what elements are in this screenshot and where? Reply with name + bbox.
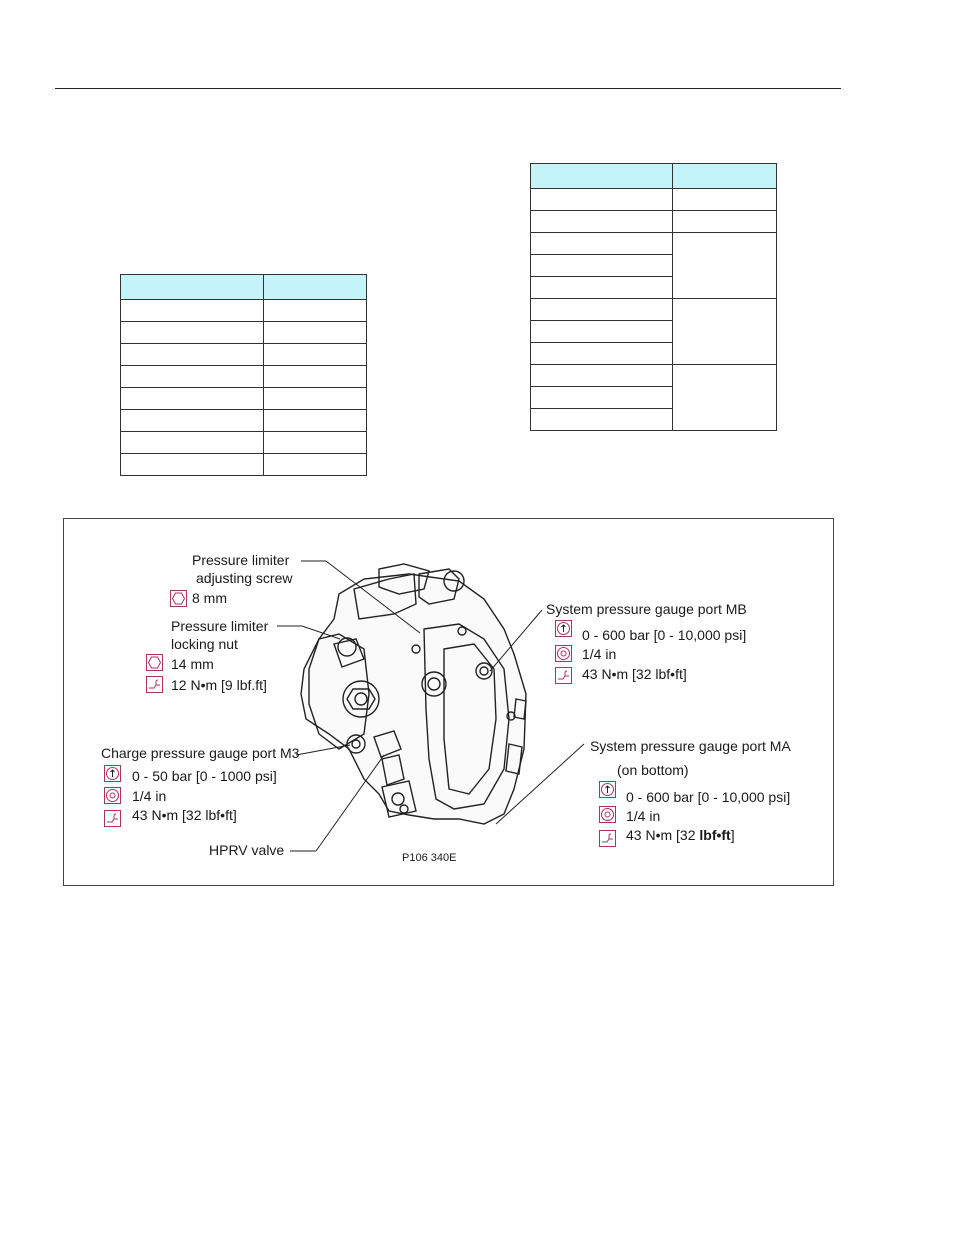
charge-port-torque: 43 N•m [32 lbf•ft] — [132, 807, 237, 823]
table-row — [121, 300, 367, 322]
adjusting-screw-size: 8 mm — [192, 590, 227, 606]
right-spec-table — [530, 163, 777, 431]
torque-wrench-icon — [146, 676, 163, 693]
table-header-cell — [531, 164, 673, 189]
ma-torque-suffix: ] — [730, 827, 735, 843]
table-row — [531, 189, 777, 211]
part-number: P106 340E — [402, 852, 457, 864]
pressure-gauge-icon — [104, 765, 121, 782]
table-row — [531, 211, 777, 233]
ma-port-torque — [626, 827, 735, 844]
table-header-cell — [264, 275, 367, 300]
hex-wrench-icon — [170, 590, 187, 607]
header-rule — [55, 88, 841, 89]
pressure-gauge-icon — [599, 781, 616, 798]
table-row — [121, 366, 367, 388]
ma-torque-unit: lbf•ft — [699, 827, 731, 843]
ma-torque-prefix: 43 N•m [32 — [626, 827, 700, 843]
mb-port-title: System pressure gauge port MB — [546, 601, 747, 617]
adjusting-screw-label-2: adjusting screw — [196, 570, 293, 586]
mb-port-torque: 43 N•m [32 lbf•ft] — [582, 666, 687, 682]
table-row — [121, 432, 367, 454]
table-row — [531, 233, 777, 255]
locking-nut-label-1: Pressure limiter — [171, 618, 269, 634]
mb-port-pressure: 0 - 600 bar [0 - 10,000 psi] — [582, 627, 747, 643]
left-spec-table — [120, 274, 367, 476]
port-size-icon — [555, 645, 572, 662]
table-row — [121, 344, 367, 366]
table-header-cell — [121, 275, 264, 300]
torque-wrench-icon — [555, 667, 572, 684]
torque-wrench-icon — [599, 830, 616, 847]
adjusting-screw-label-1: Pressure limiter — [192, 552, 290, 568]
locking-nut-size: 14 mm — [171, 656, 214, 672]
locking-nut-torque: 12 N•m [9 lbf.ft] — [171, 677, 267, 693]
table-row — [531, 299, 777, 321]
table-row — [121, 454, 367, 476]
table-row — [121, 410, 367, 432]
pump-body-icon — [301, 564, 526, 824]
ma-port-size: 1/4 in — [626, 808, 661, 824]
port-size-icon — [599, 806, 616, 823]
table-row — [121, 322, 367, 344]
locking-nut-label-2: locking nut — [171, 636, 238, 652]
ma-port-title: System pressure gauge port MA — [590, 738, 791, 754]
port-size-icon — [104, 787, 121, 804]
charge-port-size: 1/4 in — [132, 788, 167, 804]
pump-figure — [63, 518, 834, 886]
table-header-cell — [673, 164, 777, 189]
charge-port-pressure: 0 - 50 bar [0 - 1000 psi] — [132, 768, 277, 784]
ma-port-pressure: 0 - 600 bar [0 - 10,000 psi] — [626, 789, 791, 805]
torque-wrench-icon — [104, 810, 121, 827]
pressure-gauge-icon — [555, 620, 572, 637]
table-row — [121, 388, 367, 410]
hprv-valve-label: HPRV valve — [209, 842, 285, 858]
mb-port-size: 1/4 in — [582, 646, 617, 662]
ma-port-subtitle: (on bottom) — [617, 762, 689, 778]
hex-wrench-icon — [146, 654, 163, 671]
table-row — [531, 365, 777, 387]
charge-port-title: Charge pressure gauge port M3 — [101, 745, 300, 761]
